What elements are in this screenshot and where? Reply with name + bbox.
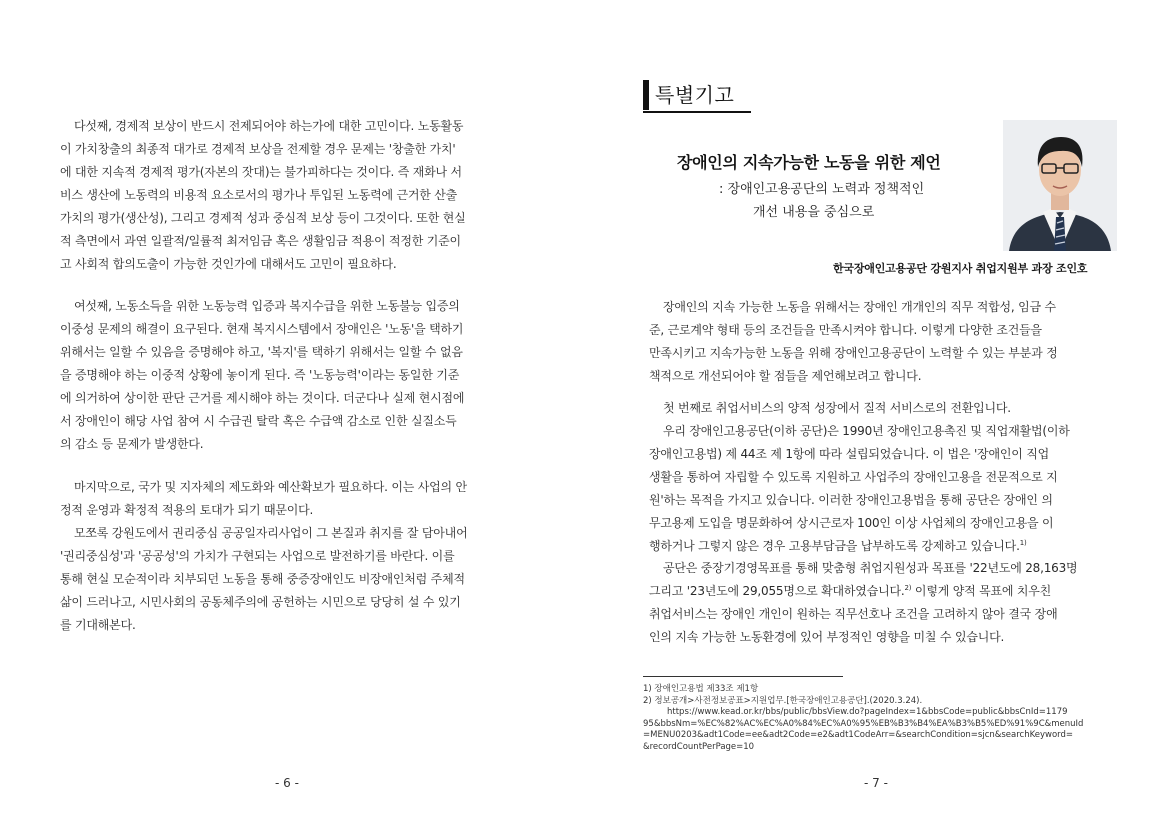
text-line: 을 증명해야 하는 이중적 상황에 놓이게 된다. 즉 '노동능력'이라는 동일한 기준 (60, 368, 460, 382)
text-line (649, 580, 1077, 603)
text-line: 장애인고용법) 제 44조 제 1항에 따라 설립되었습니다. 이 법은 '장애인이 직업 (649, 447, 1050, 461)
text-line: 에 대한 지속적 경제적 평가(자본의 잣대)는 불가피하다는 것이다. 즉 재화나 서 (60, 165, 462, 179)
text-line: 첫 번째로 취업서비스의 양적 성장에서 질적 서비스로의 전환입니다. (663, 401, 1011, 415)
text-line: 생활을 통하여 자립할 수 있도록 지원하고 사업주의 장애인고용을 전문적으로 지 (649, 470, 1058, 484)
author-portrait (1003, 120, 1117, 251)
text-line: 취업서비스는 장애인 개인이 원하는 직무선호나 조건을 고려하지 않아 결국 장애 (649, 607, 1058, 621)
footnote-2-url: =MENU0203&adt1Code=ee&adt2Code=e2&adt1CodeArr=&searchCondition=sjcn&searchKeyword= (643, 730, 1074, 740)
footnote-2-url: 95&bbsNm=%EC%82%AC%EC%A0%84%EC%A0%95%EB%B3%B4%EA%B3%B5%ED%91%9C&menuId (643, 718, 1084, 729)
text-line-body: 그리고 '23년도에 29,055명으로 확대하였습니다. (649, 584, 905, 598)
article-title: 장애인의 지속가능한 노동을 위한 제언 (677, 153, 941, 172)
text-line: 인의 지속 가능한 노동환경에 있어 부정적인 영향을 미칠 수 있습니다. (649, 630, 1005, 644)
footnote-ref-2: 2) (904, 584, 912, 592)
text-line: '권리중심성'과 '공공성'의 가치가 구현되는 사업으로 발전하기를 바란다. 이를 (60, 549, 455, 563)
text-line: 서 장애인이 해당 사업 참여 시 수급권 탈락 혹은 수급액 감소로 인한 실질소득 (60, 414, 457, 428)
right-paragraph-2 (649, 397, 1070, 558)
text-line: 고 사회적 합의도출이 가능한 것인가에 대해서도 고민이 필요하다. (60, 257, 397, 271)
text-line: 삶이 드러나고, 시민사회의 공동체주의에 공헌하는 시민으로 당당히 설 수 있기 (60, 595, 461, 609)
footnote-divider (643, 676, 843, 677)
left-paragraph-1 (60, 115, 466, 276)
text-line: 여섯째, 노동소득을 위한 노동능력 입증과 복지수급을 위한 노동불능 입증의 (74, 299, 460, 313)
text-line: 비스 생산에 노동력의 비용적 요소로서의 평가나 투입된 노동력에 근거한 산출 (60, 188, 458, 202)
section-marker (643, 80, 649, 110)
section-label: 특별기고 (655, 83, 735, 107)
text-line: 준, 근로계약 형태 등의 조건들을 만족시켜야 합니다. 이렇게 다양한 조건들을 (649, 323, 1042, 337)
text-line-body: 행하거나 그렇지 않은 경우 고용부담금을 납부하도록 강제하고 있습니다. (649, 539, 1020, 553)
text-line: 무고용제 도입을 명문화하여 상시근로자 100인 이상 사업체의 장애인고용을 이 (649, 516, 1054, 530)
text-line: 위해서는 일할 수 있음을 증명해야 하고, '복지'를 택하기 위해서는 일할 수 없음 (60, 345, 463, 359)
text-line: 이중성 문제의 해결이 요구된다. 현재 복지시스템에서 장애인은 '노동'을 택하기 (60, 322, 464, 336)
footnote-2: 2) 정보공개>사전정보공표>지원업무.[한국장애인고용공단].(2020.3.24). (643, 695, 923, 706)
text-line: 에 의거하여 상이한 판단 근거를 제시해야 하는 것이다. 더군다나 실제 현시점에 (60, 391, 465, 405)
text-line: 의 감소 등 문제가 발생한다. (60, 437, 204, 451)
text-line-tail: 이렇게 양적 목표에 치우친 (914, 584, 1052, 598)
footnote-1: 1) 장애인고용법 제33조 제1항 (643, 684, 759, 694)
text-line: 공단은 중장기경영목표를 통해 맞춤형 취업지원성과 목표를 '22년도에 28,163명 (663, 561, 1078, 575)
text-line: 를 기대해본다. (60, 618, 136, 632)
text-line: 이 가치창출의 최종적 대가로 경제적 보상을 전제할 경우 문제는 '창출한 가치' (60, 142, 456, 156)
text-line: 책적으로 개선되어야 할 점들을 제언해보려고 합니다. (649, 369, 922, 383)
left-page (0, 0, 586, 830)
text-line: 다섯째, 경제적 보상이 반드시 전제되어야 하는가에 대한 고민이다. 노동활동 (74, 119, 464, 133)
text-line: 마지막으로, 국가 및 지자체의 제도화와 예산확보가 필요하다. 이는 사업의 안 (74, 480, 467, 494)
author-byline: 한국장애인고용공단 강원지사 취업지원부 과장 조인호 (833, 262, 1088, 275)
text-line (649, 535, 1070, 558)
right-paragraph-3 (649, 557, 1077, 649)
left-paragraph-3 (60, 476, 467, 637)
right-page (587, 0, 1173, 830)
footnotes (643, 684, 1083, 753)
section-underline (643, 111, 751, 113)
right-paragraph-1 (649, 296, 1057, 388)
text-line: 통해 현실 모순적이라 치부되던 노동을 통해 중증장애인도 비장애인처럼 주체적 (60, 572, 465, 586)
article-subtitle-line1: : 장애인고용공단의 노력과 정책적인 (719, 182, 925, 197)
text-line: 장애인의 지속 가능한 노동을 위해서는 장애인 개개인의 직무 적합성, 임금 수 (663, 300, 1056, 314)
text-line: 만족시키고 지속가능한 노동을 위해 장애인고용공단이 노력할 수 있는 부분과 정 (649, 346, 1058, 360)
footnote-2-url: https://www.kead.or.kr/bbs/public/bbsView.do?pageIndex=1&bbsCode=public&bbsCnId=1179 (667, 707, 1068, 717)
text-line: 정적 운영과 확정적 적용의 토대가 되기 때문이다. (60, 503, 314, 517)
left-paragraph-2 (60, 295, 464, 456)
footnote-2-url: &recordCountPerPage=10 (643, 741, 755, 752)
article-subtitle-line2: 개선 내용을 중심으로 (753, 205, 875, 220)
text-line: 우리 장애인고용공단(이하 공단)은 1990년 장애인고용촉진 및 직업재활법(이하 (663, 424, 1070, 438)
text-line: 모쪼록 강원도에서 권리중심 공공일자리사업이 그 본질과 취지를 잘 담아내어 (74, 526, 468, 540)
page-number-right: - 7 - (864, 776, 888, 790)
footnote-ref-1: 1) (1019, 539, 1027, 547)
text-line: 원'하는 목적을 가지고 있습니다. 이러한 장애인고용법을 통해 공단은 장애인 의 (649, 493, 1053, 507)
text-line: 적 측면에서 과연 일괄적/일률적 최저임금 혹은 생활임금 적용이 적정한 기준이 (60, 234, 461, 248)
text-line: 가치의 평가(생산성), 그리고 경제적 성과 중심적 보상 등이 그것이다. 또한 현실 (60, 211, 466, 225)
page-number-left: - 6 - (275, 776, 299, 790)
